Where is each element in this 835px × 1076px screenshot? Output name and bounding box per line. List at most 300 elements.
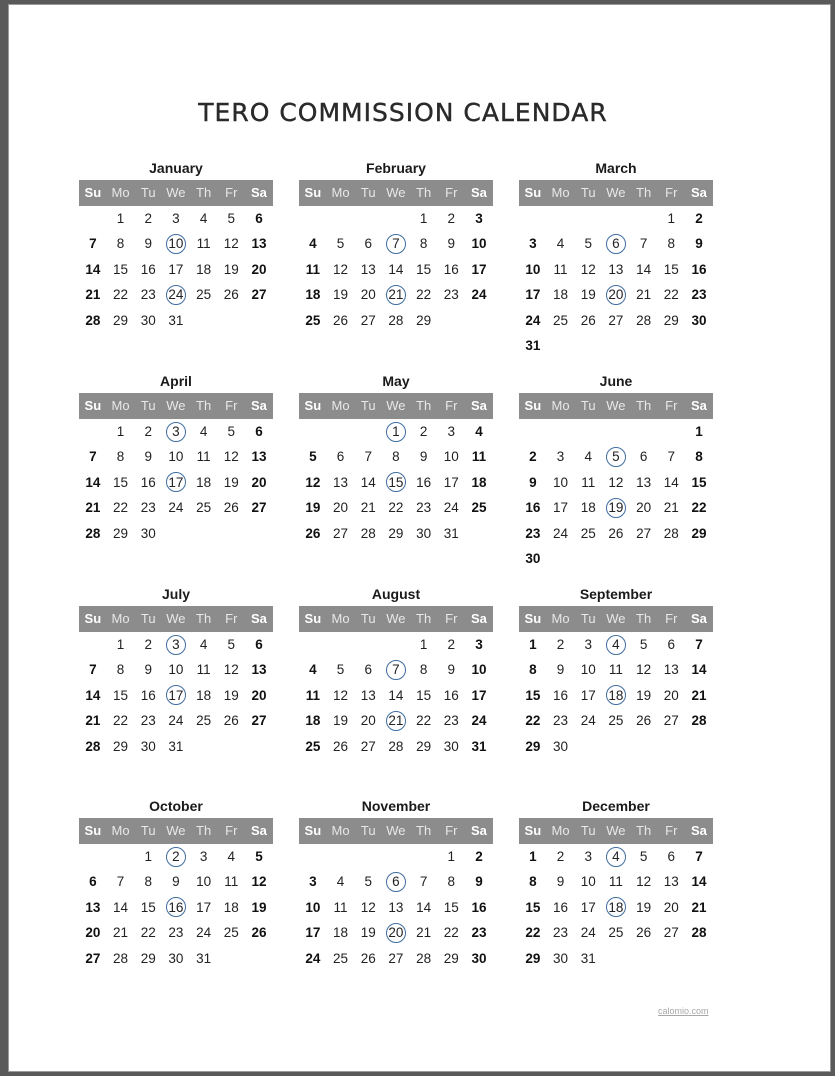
- empty-cell: [382, 206, 410, 231]
- weekday-header: [519, 606, 713, 632]
- day-cell: 27: [360, 312, 376, 328]
- day-cell: 11: [553, 261, 568, 277]
- day-cell: 25: [471, 500, 487, 516]
- day-cell: 9: [695, 236, 703, 252]
- day-cell: 21: [85, 287, 101, 303]
- day-cell: 24: [525, 312, 541, 328]
- day-cell: 6: [667, 849, 676, 864]
- month-august: [299, 586, 493, 759]
- day-cell: 18: [196, 261, 212, 277]
- day-cell: 13: [333, 474, 349, 490]
- day-cell: 27: [608, 312, 624, 328]
- day-cell: 16: [443, 687, 459, 703]
- day-grid: [79, 206, 273, 333]
- commission-day: 6: [602, 231, 630, 256]
- day-cell: 25: [553, 312, 569, 328]
- day-cell: 27: [251, 500, 267, 516]
- day-cell: 2: [144, 637, 152, 652]
- day-cell: 8: [695, 449, 703, 465]
- day-cell: 2: [447, 637, 456, 652]
- empty-cell: [299, 844, 327, 869]
- day-grid: [299, 419, 493, 546]
- day-cell: 12: [223, 236, 239, 252]
- day-cell: 27: [663, 925, 679, 941]
- day-cell: 2: [144, 424, 152, 439]
- day-cell: 22: [140, 925, 156, 941]
- weekday-label: Sa: [251, 823, 267, 838]
- weekday-label: Sa: [691, 398, 707, 413]
- day-cell: 2: [447, 211, 456, 226]
- day-cell: 22: [113, 287, 129, 303]
- weekday-label: Su: [304, 185, 322, 200]
- day-cell: 30: [140, 738, 156, 754]
- day-cell: 16: [525, 500, 541, 516]
- month-name: July: [161, 586, 190, 602]
- day-cell: 28: [388, 738, 404, 754]
- weekday-label: Mo: [331, 398, 350, 413]
- day-cell: 26: [251, 925, 267, 941]
- weekday-label: Fr: [225, 611, 238, 626]
- day-cell: 27: [251, 287, 267, 303]
- weekday-label: Su: [304, 823, 322, 838]
- day-cell: 4: [556, 236, 565, 252]
- day-cell: 20: [333, 500, 349, 516]
- day-cell: 24: [443, 500, 459, 516]
- day-cell: 29: [663, 312, 679, 328]
- empty-cell: [79, 632, 107, 657]
- empty-cell: [574, 419, 602, 444]
- day-cell: 24: [471, 287, 487, 303]
- day-cell: 7: [419, 874, 428, 890]
- empty-cell: [107, 844, 135, 869]
- day-cell: 30: [525, 550, 541, 566]
- weekday-label: Th: [416, 398, 432, 413]
- weekday-label: Fr: [445, 823, 458, 838]
- day-cell: 25: [333, 950, 349, 966]
- day-cell: 13: [608, 261, 624, 277]
- day-cell: 1: [419, 637, 428, 652]
- day-cell: 1: [116, 424, 125, 439]
- day-cell: 23: [140, 713, 156, 729]
- weekday-label: Fr: [225, 823, 238, 838]
- day-cell: 3: [556, 449, 565, 465]
- calendar-page: [8, 4, 831, 1072]
- commission-day: 21: [382, 282, 410, 307]
- day-cell: 4: [309, 236, 317, 252]
- day-cell: 27: [360, 738, 376, 754]
- empty-cell: [519, 206, 547, 231]
- weekday-header: [79, 818, 273, 844]
- weekday-label: Fr: [445, 398, 458, 413]
- commission-day: 21: [382, 708, 410, 733]
- day-cell: 8: [116, 449, 125, 465]
- empty-cell: [354, 632, 382, 657]
- commission-day: 1: [382, 419, 410, 444]
- day-cell: 9: [475, 874, 483, 890]
- weekday-label: Th: [636, 398, 652, 413]
- day-cell: 14: [113, 899, 129, 915]
- day-cell: 18: [196, 474, 212, 490]
- day-cell: 4: [336, 874, 345, 890]
- weekday-label: Sa: [471, 185, 487, 200]
- day-cell: 15: [416, 687, 432, 703]
- day-cell: 1: [529, 637, 537, 652]
- day-cell: 15: [113, 687, 129, 703]
- day-cell: 11: [581, 474, 596, 490]
- day-grid: [299, 844, 493, 971]
- day-cell: 12: [223, 449, 239, 465]
- day-cell: 22: [691, 500, 707, 516]
- day-cell: 26: [580, 312, 596, 328]
- day-cell: 27: [388, 950, 404, 966]
- commission-day: 10: [162, 231, 190, 256]
- day-cell: 31: [443, 525, 459, 541]
- day-cell: 28: [416, 950, 432, 966]
- weekday-label: Fr: [225, 185, 238, 200]
- commission-day: 24: [162, 282, 190, 307]
- day-cell: 3: [447, 424, 456, 439]
- commission-day: 20: [602, 282, 630, 307]
- day-cell: 26: [608, 525, 624, 541]
- weekday-label: Fr: [665, 398, 678, 413]
- day-cell: 8: [144, 874, 152, 890]
- commission-day: 19: [602, 495, 630, 520]
- day-cell: 20: [360, 713, 376, 729]
- empty-cell: [547, 419, 575, 444]
- day-cell: 12: [636, 874, 652, 890]
- day-cell: 15: [140, 899, 156, 915]
- commission-day: 6: [382, 869, 410, 894]
- day-cell: 4: [584, 449, 592, 465]
- day-cell: 31: [471, 738, 487, 754]
- commission-day: 18: [602, 895, 630, 920]
- day-cell: 15: [525, 899, 541, 915]
- day-cell: 14: [85, 687, 101, 703]
- weekday-label: Mo: [111, 823, 130, 838]
- day-cell: 16: [140, 261, 156, 277]
- weekday-label: Mo: [331, 611, 350, 626]
- day-cell: 29: [443, 950, 459, 966]
- day-cell: 10: [580, 874, 596, 890]
- weekday-label: We: [606, 398, 626, 413]
- day-cell: 21: [85, 500, 101, 516]
- weekday-header: [519, 393, 713, 419]
- month-name: January: [149, 160, 203, 176]
- day-cell: 5: [336, 236, 345, 252]
- weekday-label: Sa: [471, 611, 487, 626]
- month-name: June: [599, 373, 633, 389]
- day-cell: 8: [447, 874, 456, 890]
- day-cell: 11: [196, 662, 211, 678]
- day-cell: 25: [608, 713, 624, 729]
- weekday-header: [519, 818, 713, 844]
- day-cell: 23: [416, 500, 432, 516]
- day-cell: 19: [305, 500, 321, 516]
- day-cell: 14: [388, 687, 404, 703]
- weekday-header: [79, 180, 273, 206]
- day-cell: 7: [667, 449, 676, 465]
- day-cell: 23: [140, 287, 156, 303]
- day-cell: 22: [113, 500, 129, 516]
- day-cell: 19: [223, 261, 239, 277]
- weekday-label: Tu: [360, 398, 376, 413]
- empty-cell: [354, 419, 382, 444]
- day-cell: 29: [416, 312, 432, 328]
- day-cell: 10: [443, 449, 459, 465]
- empty-cell: [574, 206, 602, 231]
- day-cell: 9: [144, 236, 152, 252]
- day-cell: 22: [416, 287, 432, 303]
- month-july: [79, 586, 273, 759]
- day-cell: 6: [336, 449, 345, 465]
- day-cell: 18: [305, 713, 321, 729]
- day-cell: 18: [580, 500, 596, 516]
- day-cell: 23: [168, 925, 184, 941]
- day-cell: 20: [360, 287, 376, 303]
- month-february: [299, 160, 493, 333]
- weekday-label: Su: [524, 823, 542, 838]
- weekday-label: Tu: [580, 185, 596, 200]
- month-name: August: [371, 586, 421, 602]
- month-january: [79, 160, 273, 333]
- day-cell: 16: [553, 687, 569, 703]
- day-cell: 25: [580, 525, 596, 541]
- weekday-label: We: [386, 823, 406, 838]
- commission-day: 18: [602, 683, 630, 708]
- day-cell: 13: [388, 899, 404, 915]
- day-cell: 31: [168, 738, 184, 754]
- day-cell: 13: [85, 899, 101, 915]
- empty-cell: [79, 844, 107, 869]
- empty-cell: [79, 419, 107, 444]
- day-grid: [299, 206, 493, 333]
- day-cell: 30: [553, 950, 569, 966]
- day-cell: 6: [364, 662, 372, 678]
- day-cell: 29: [140, 950, 156, 966]
- day-cell: 26: [223, 713, 239, 729]
- day-cell: 23: [443, 713, 459, 729]
- day-cell: 17: [580, 687, 596, 703]
- empty-cell: [79, 206, 107, 231]
- day-cell: 25: [196, 713, 212, 729]
- day-cell: 21: [691, 687, 707, 703]
- day-cell: 4: [199, 211, 208, 226]
- month-name: October: [149, 798, 203, 814]
- day-cell: 7: [89, 449, 97, 465]
- commission-day: 2: [162, 844, 190, 869]
- month-name: February: [366, 160, 426, 176]
- day-cell: 27: [333, 525, 349, 541]
- month-april: [79, 373, 273, 546]
- day-cell: 21: [360, 500, 376, 516]
- weekday-header: [299, 393, 493, 419]
- day-cell: 10: [305, 899, 321, 915]
- day-cell: 22: [663, 287, 679, 303]
- day-cell: 24: [305, 950, 321, 966]
- commission-day: 17: [162, 683, 190, 708]
- day-cell: 10: [196, 874, 212, 890]
- day-cell: 24: [168, 713, 184, 729]
- day-cell: 2: [475, 849, 483, 864]
- day-cell: 5: [639, 849, 648, 864]
- day-cell: 15: [113, 474, 129, 490]
- day-cell: 21: [85, 713, 101, 729]
- day-cell: 14: [85, 261, 101, 277]
- day-cell: 12: [333, 687, 349, 703]
- month-october: [79, 798, 273, 971]
- day-cell: 21: [691, 899, 707, 915]
- weekday-label: Su: [84, 611, 102, 626]
- commission-day: 3: [162, 419, 190, 444]
- day-cell: 1: [116, 637, 125, 652]
- day-cell: 22: [113, 713, 129, 729]
- empty-cell: [299, 419, 327, 444]
- weekday-label: We: [606, 611, 626, 626]
- commission-day: 7: [382, 231, 410, 256]
- day-cell: 5: [584, 236, 592, 252]
- day-cell: 19: [580, 287, 596, 303]
- weekday-label: Th: [196, 823, 212, 838]
- day-cell: 9: [556, 662, 565, 678]
- weekday-label: Mo: [551, 398, 570, 413]
- day-cell: 13: [663, 662, 679, 678]
- day-cell: 24: [168, 500, 184, 516]
- day-cell: 7: [695, 849, 703, 864]
- empty-cell: [519, 419, 547, 444]
- day-cell: 16: [416, 474, 432, 490]
- day-cell: 29: [691, 525, 707, 541]
- day-cell: 13: [360, 261, 376, 277]
- day-cell: 6: [639, 449, 648, 465]
- weekday-label: Mo: [331, 185, 350, 200]
- day-cell: 11: [305, 687, 320, 703]
- day-cell: 11: [608, 662, 623, 678]
- day-cell: 12: [580, 261, 596, 277]
- day-cell: 27: [636, 525, 652, 541]
- empty-cell: [657, 419, 685, 444]
- day-cell: 12: [360, 899, 376, 915]
- day-cell: 24: [580, 713, 596, 729]
- day-cell: 11: [196, 449, 211, 465]
- weekday-label: Su: [84, 398, 102, 413]
- day-cell: 8: [116, 236, 125, 252]
- empty-cell: [354, 844, 382, 869]
- weekday-label: We: [166, 185, 186, 200]
- day-cell: 10: [580, 662, 596, 678]
- day-cell: 19: [333, 713, 349, 729]
- day-cell: 19: [223, 687, 239, 703]
- weekday-label: Fr: [665, 185, 678, 200]
- day-cell: 26: [636, 925, 652, 941]
- day-cell: 9: [144, 449, 152, 465]
- day-grid: [519, 632, 713, 759]
- weekday-header: [79, 606, 273, 632]
- month-name: September: [579, 586, 653, 602]
- commission-day: 5: [602, 444, 630, 469]
- empty-cell: [299, 632, 327, 657]
- day-cell: 22: [416, 713, 432, 729]
- month-june: [519, 373, 713, 571]
- weekday-label: We: [386, 398, 406, 413]
- weekday-label: Th: [416, 823, 432, 838]
- day-grid: [519, 419, 713, 571]
- day-cell: 31: [525, 337, 541, 353]
- day-cell: 8: [116, 662, 125, 678]
- day-cell: 22: [525, 925, 541, 941]
- day-cell: 10: [471, 662, 487, 678]
- day-cell: 30: [416, 525, 432, 541]
- day-cell: 5: [309, 449, 317, 465]
- day-cell: 8: [419, 236, 428, 252]
- day-cell: 19: [360, 925, 376, 941]
- day-cell: 5: [227, 424, 236, 439]
- day-cell: 8: [392, 449, 400, 465]
- day-cell: 16: [140, 474, 156, 490]
- day-cell: 26: [305, 525, 321, 541]
- day-cell: 21: [636, 287, 652, 303]
- day-cell: 6: [255, 211, 263, 226]
- day-cell: 20: [251, 261, 267, 277]
- weekday-label: Mo: [111, 611, 130, 626]
- day-cell: 16: [443, 261, 459, 277]
- day-cell: 25: [305, 312, 321, 328]
- credit-link[interactable]: calomio.com: [658, 1006, 709, 1016]
- day-cell: 12: [305, 474, 321, 490]
- day-cell: 13: [251, 662, 267, 678]
- day-cell: 14: [416, 899, 432, 915]
- day-cell: 5: [639, 637, 648, 652]
- empty-cell: [354, 206, 382, 231]
- day-cell: 29: [416, 738, 432, 754]
- weekday-label: Th: [196, 611, 212, 626]
- weekday-label: We: [386, 185, 406, 200]
- day-cell: 30: [140, 312, 156, 328]
- day-cell: 20: [85, 925, 101, 941]
- day-cell: 24: [471, 713, 487, 729]
- weekday-header: [299, 818, 493, 844]
- day-cell: 11: [333, 899, 348, 915]
- day-cell: 18: [333, 925, 349, 941]
- day-cell: 24: [196, 925, 212, 941]
- day-cell: 3: [475, 637, 483, 652]
- weekday-label: Sa: [471, 823, 487, 838]
- day-cell: 29: [113, 525, 129, 541]
- day-cell: 28: [691, 925, 707, 941]
- weekday-label: Mo: [111, 398, 130, 413]
- commission-day: 4: [602, 632, 630, 657]
- day-cell: 3: [584, 637, 592, 652]
- day-cell: 16: [691, 261, 707, 277]
- day-cell: 1: [116, 211, 125, 226]
- day-cell: 17: [168, 261, 184, 277]
- day-cell: 13: [251, 449, 267, 465]
- empty-cell: [327, 419, 355, 444]
- day-cell: 29: [388, 525, 404, 541]
- empty-cell: [327, 206, 355, 231]
- day-cell: 7: [695, 637, 703, 652]
- day-cell: 16: [140, 687, 156, 703]
- day-cell: 6: [364, 236, 372, 252]
- day-grid: [299, 632, 493, 759]
- weekday-label: We: [166, 611, 186, 626]
- day-cell: 20: [251, 687, 267, 703]
- day-cell: 24: [580, 925, 596, 941]
- day-cell: 15: [443, 899, 459, 915]
- day-cell: 14: [85, 474, 101, 490]
- day-cell: 28: [663, 525, 679, 541]
- day-cell: 17: [580, 899, 596, 915]
- weekday-label: Fr: [225, 398, 238, 413]
